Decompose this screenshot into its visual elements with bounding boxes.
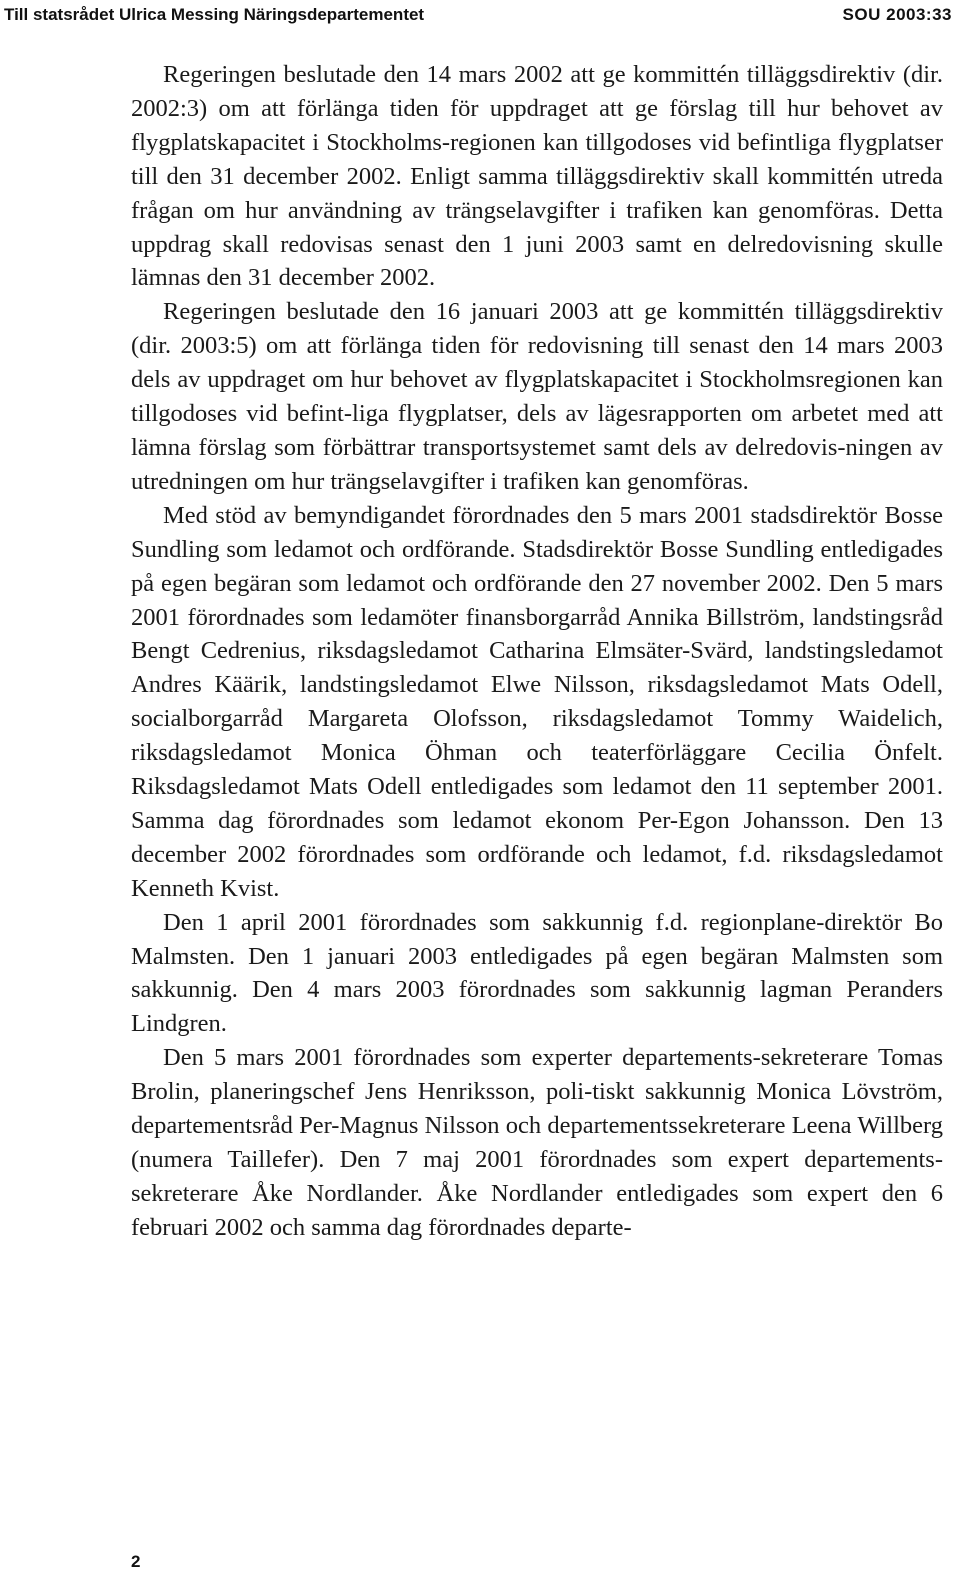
paragraph-2: Regeringen beslutade den 16 januari 2003 att ge kommittén tilläggsdirektiv (dir. 2003:5) om att förlänga tiden för redovisning till senast den 14 mars 2003 dels av uppdraget om hur behovet av flygplatskapacitet i Stockholmsregionen kan tillgodoses vid befint-liga flygplatser, dels av lägesrapporten om arbetet med att lämna förslag som förbättrar transportsystemet samt dels av delredovis-ningen av utredningen om hur trängselavgifter i trafiken kan genomföras.	[131, 298, 943, 495]
page-header	[0, 0, 960, 30]
header-recipient: Till statsrådet Ulrica Messing Näringsdepartementet	[4, 5, 425, 24]
body-text	[131, 58, 943, 1245]
paragraph-3: Med stöd av bemyndigandet förordnades den 5 mars 2001 stadsdirektör Bosse Sundling som ledamot och ordförande. Stadsdirektör Bosse Sundling entledigades på egen begäran som ledamot och ordförande den 27 november 2002. Den 5 mars 2001 förordnades som ledamöter finansborgarråd Annika Billström, landstingsråd Bengt Cedrenius, riksdagsledamot Catharina Elmsäter-Svärd, landstingsledamot Andres Käärik, landstingsledamot Elwe Nilsson, riksdagsledamot Mats Odell, socialborgarråd Margareta Olofsson, riksdagsledamot Tommy Waidelich, riksdagsledamot Monica Öhman och teaterförläggare Cecilia Önfelt. Riksdagsledamot Mats Odell entledigades som ledamot den 11 september 2001. Samma dag förordnades som ledamot ekonom Per-Egon Johansson. Den 13 december 2002 förordnades som ordförande och ledamot, f.d. riksdagsledamot Kenneth Kvist.	[131, 501, 943, 902]
header-document-id: SOU 2003:33	[842, 5, 952, 24]
paragraph-4: Den 1 april 2001 förordnades som sakkunnig f.d. regionplane-direktör Bo Malmsten. Den 1 januari 2003 entledigades på egen begäran Malmsten som sakkunnig. Den 4 mars 2003 förordnades som sakkunnig lagman Peranders Lindgren.	[131, 908, 943, 1038]
paragraph-1: Regeringen beslutade den 14 mars 2002 att ge kommittén tilläggsdirektiv (dir. 2002:3) om att förlänga tiden för uppdraget att ge förslag till hur behovet av flygplatskapacitet i Stockholms-regionen kan tillgodoses vid befintliga flygplatser till den 31 december 2002. Enligt samma tilläggsdirektiv skall kommittén utreda frågan om hur användning av trängselavgifter i trafiken kan genomföras. Detta uppdrag skall redovisas senast den 1 juni 2003 samt en delredovisning skulle lämnas den 31 december 2002.	[131, 61, 943, 292]
paragraph-5: Den 5 mars 2001 förordnades som experter departements-sekreterare Tomas Brolin, planeringschef Jens Henriksson, poli-tiskt sakkunnig Monica Lövström, departementsråd Per-Magnus Nilsson och departementssekreterare Leena Willberg (numera Taillefer). Den 7 maj 2001 förordnades som expert departements-sekreterare Åke Nordlander. Åke Nordlander entledigades som expert den 6 februari 2002 och samma dag förordnades departe-	[131, 1044, 943, 1241]
page-number: 2	[131, 1552, 141, 1571]
